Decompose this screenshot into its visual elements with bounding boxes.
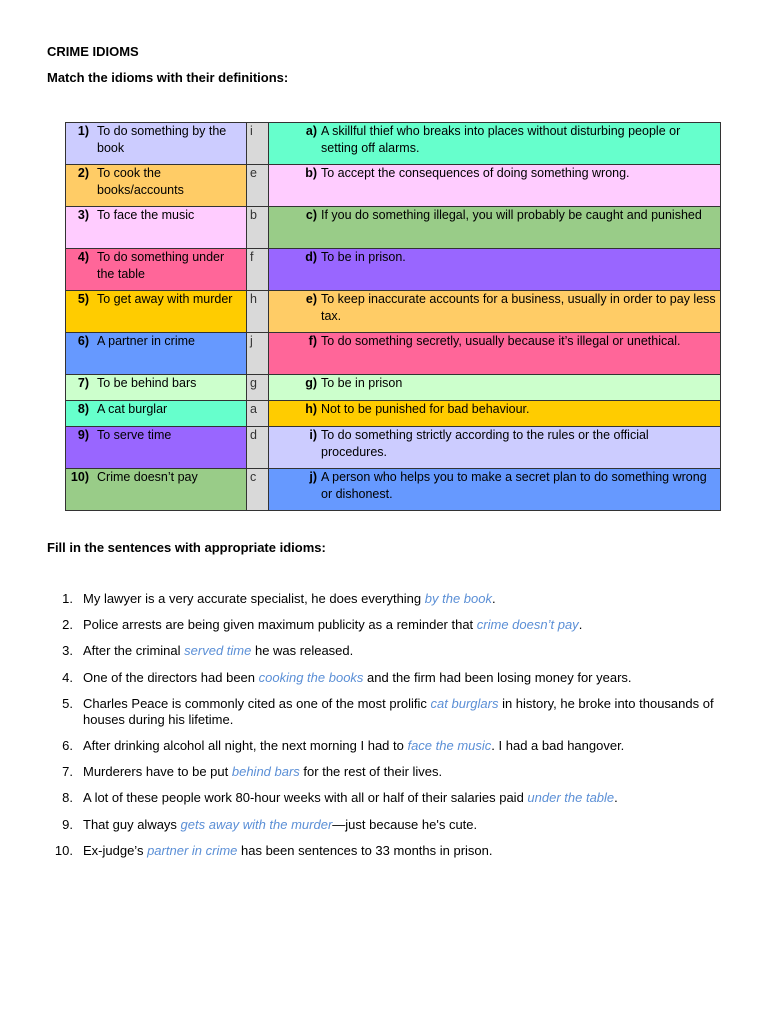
sentence-text xyxy=(83,790,618,806)
definition-letter: d) xyxy=(305,250,317,264)
sentence-before: After drinking alcohol all night, the next morning I had to xyxy=(83,737,408,753)
definition-text: To accept the consequences of doing something wrong. xyxy=(321,166,630,180)
sentence-text xyxy=(83,843,493,859)
sentence-answer: behind bars xyxy=(231,764,300,780)
idiom-text: To do something by the book xyxy=(97,124,227,155)
worksheet-title: CRIME IDIOMS xyxy=(47,44,139,59)
idiom-number: 4) xyxy=(77,250,89,264)
fill-instruction: Fill in the sentences with appropriate idioms: xyxy=(47,540,326,555)
answer-letter-cell: f xyxy=(247,249,269,291)
idiom-number: 2) xyxy=(77,166,89,180)
idiom-cell xyxy=(66,165,247,207)
definition-text: Not to be punished for bad behaviour. xyxy=(321,402,530,416)
sentence-number: 4. xyxy=(62,669,73,685)
definition-text: A person who helps you to make a secret plan to do something wrong or dishonest. xyxy=(321,470,707,501)
sentence-number: 10. xyxy=(54,842,73,858)
sentence-before: Charles Peace is commonly cited as one of the most prolific xyxy=(83,695,431,711)
sentence-item xyxy=(47,843,727,859)
sentence-text xyxy=(83,670,632,686)
idiom-number: 7) xyxy=(77,376,89,390)
sentence-item xyxy=(47,696,727,728)
sentence-before: A lot of these people work 80-hour weeks with all or half of their salaries paid xyxy=(83,790,528,806)
answer-letter-cell: h xyxy=(247,291,269,333)
sentence-answer: cat burglars xyxy=(430,695,499,711)
definition-text: A skillful thief who breaks into places without disturbing people or setting off alarms. xyxy=(321,124,681,155)
idiom-row xyxy=(66,333,721,375)
idiom-cell xyxy=(66,123,247,165)
sentence-number: 6. xyxy=(62,737,73,753)
definition-letter: i) xyxy=(309,428,317,442)
definition-letter: h) xyxy=(305,402,317,416)
sentence-after: . I had a bad hangover. xyxy=(491,737,625,753)
definition-text: To be in prison xyxy=(321,376,403,390)
sentence-after: in history, he broke into thousands of houses during his lifetime. xyxy=(83,695,714,727)
answer-letter-cell: g xyxy=(247,375,269,401)
sentence-after: . xyxy=(614,790,618,806)
idiom-row xyxy=(66,375,721,401)
idiom-number: 3) xyxy=(77,208,89,222)
idiom-cell xyxy=(66,207,247,249)
answer-letter-cell: c xyxy=(247,469,269,511)
sentence-text xyxy=(83,738,624,754)
definition-cell xyxy=(269,469,721,511)
idiom-number: 5) xyxy=(77,292,89,306)
answer-letter-cell: a xyxy=(247,401,269,427)
sentence-number: 8. xyxy=(62,790,73,806)
sentence-answer: under the table xyxy=(527,790,615,806)
sentence-before: After the criminal xyxy=(83,643,185,659)
sentence-after: —just because he's cute. xyxy=(332,816,478,832)
sentence-item xyxy=(47,670,727,686)
sentence-after: . xyxy=(491,591,496,606)
sentence-before: Murderers have to be put xyxy=(83,764,232,780)
answer-letter-cell: d xyxy=(247,427,269,469)
sentence-text xyxy=(83,764,442,780)
sentence-item xyxy=(47,643,727,659)
idiom-row xyxy=(66,165,721,207)
idiom-cell xyxy=(66,249,247,291)
definition-cell xyxy=(269,291,721,333)
sentence-text xyxy=(83,696,727,728)
definition-text: To keep inaccurate accounts for a business, usually in order to pay less tax. xyxy=(321,292,716,323)
definition-letter: e) xyxy=(305,292,317,306)
sentence-number: 3. xyxy=(62,643,73,659)
idiom-row xyxy=(66,469,721,511)
sentence-before: Police arrests are being given maximum publicity as a reminder that xyxy=(83,617,477,633)
sentence-after: has been sentences to 33 months in prison. xyxy=(237,842,493,858)
sentence-number: 2. xyxy=(62,617,73,633)
definition-letter: f) xyxy=(308,334,317,348)
sentence-answer: face the music xyxy=(407,737,492,753)
sentence-item xyxy=(47,764,727,780)
sentence-text xyxy=(83,817,477,833)
sentence-answer: served time xyxy=(184,643,252,659)
definition-cell xyxy=(269,123,721,165)
idiom-text: A cat burglar xyxy=(97,402,168,416)
sentence-text xyxy=(83,591,496,607)
definition-cell xyxy=(269,375,721,401)
sentence-number: 1. xyxy=(62,591,73,606)
idiom-cell xyxy=(66,469,247,511)
sentence-number: 7. xyxy=(62,764,73,780)
idiom-cell xyxy=(66,291,247,333)
idiom-text: To cook the books/accounts xyxy=(97,166,184,197)
sentence-answer: cooking the books xyxy=(258,669,364,685)
definition-cell xyxy=(269,249,721,291)
idiom-cell xyxy=(66,401,247,427)
answer-letter-cell: b xyxy=(247,207,269,249)
answer-letter-cell: i xyxy=(247,123,269,165)
definition-cell xyxy=(269,333,721,375)
sentence-before: That guy always xyxy=(83,816,181,832)
idiom-row xyxy=(66,249,721,291)
sentence-item xyxy=(47,817,727,833)
definition-text: To do something secretly, usually because it’s illegal or unethical. xyxy=(321,334,681,348)
idiom-cell xyxy=(66,427,247,469)
sentence-after: for the rest of their lives. xyxy=(299,764,443,780)
sentence-item xyxy=(47,591,727,607)
sentence-item xyxy=(47,617,727,633)
sentence-after: . xyxy=(578,617,583,633)
idiom-cell xyxy=(66,333,247,375)
idiom-text: To be behind bars xyxy=(97,376,197,390)
definition-cell xyxy=(269,207,721,249)
sentence-before: My lawyer is a very accurate specialist, he does everything xyxy=(83,591,425,606)
sentence-before: Ex-judge’s xyxy=(83,842,148,858)
idiom-row xyxy=(66,427,721,469)
answer-letter-cell: j xyxy=(247,333,269,375)
definition-text: To be in prison. xyxy=(321,250,406,264)
idioms-table xyxy=(65,122,721,511)
definition-text: If you do something illegal, you will probably be caught and punished xyxy=(321,208,702,222)
definition-letter: a) xyxy=(305,124,317,138)
idiom-text: Crime doesn’t pay xyxy=(97,470,198,484)
idiom-row xyxy=(66,291,721,333)
idiom-number: 9) xyxy=(77,428,89,442)
idiom-number: 6) xyxy=(77,334,89,348)
definition-letter: g) xyxy=(305,376,317,390)
idiom-text: To serve time xyxy=(97,428,172,442)
sentence-answer: partner in crime xyxy=(147,842,238,858)
idiom-number: 8) xyxy=(77,402,89,416)
definition-cell xyxy=(269,427,721,469)
definition-letter: b) xyxy=(305,166,317,180)
sentence-answer: gets away with the murder xyxy=(180,816,333,832)
sentence-item xyxy=(47,738,727,754)
match-instruction: Match the idioms with their definitions: xyxy=(47,70,289,85)
definition-cell xyxy=(269,401,721,427)
sentence-text xyxy=(83,643,353,659)
sentence-number: 9. xyxy=(62,816,73,832)
definition-cell xyxy=(269,165,721,207)
idiom-row xyxy=(66,401,721,427)
sentence-before: One of the directors had been xyxy=(83,669,259,685)
sentence-text xyxy=(83,617,582,633)
idiom-text: A partner in crime xyxy=(97,334,195,348)
sentence-after: and the firm had been losing money for years. xyxy=(363,669,632,685)
sentence-after: he was released. xyxy=(251,643,354,659)
definition-text: To do something strictly according to the rules or the official procedures. xyxy=(321,428,649,459)
idiom-text: To do something under the table xyxy=(97,250,225,281)
sentence-answer: crime doesn’t pay xyxy=(476,617,579,633)
idiom-row xyxy=(66,123,721,165)
idiom-number: 10) xyxy=(70,470,89,484)
idiom-text: To face the music xyxy=(97,208,195,222)
idiom-cell xyxy=(66,375,247,401)
idiom-row xyxy=(66,207,721,249)
definition-letter: c) xyxy=(305,208,317,222)
sentence-item xyxy=(47,790,727,806)
sentence-list xyxy=(47,591,727,869)
idiom-number: 1) xyxy=(77,124,89,138)
definition-letter: j) xyxy=(309,470,317,484)
idiom-text: To get away with murder xyxy=(97,292,233,306)
sentence-answer: by the book xyxy=(424,591,492,606)
answer-letter-cell: e xyxy=(247,165,269,207)
sentence-number: 5. xyxy=(62,695,73,711)
